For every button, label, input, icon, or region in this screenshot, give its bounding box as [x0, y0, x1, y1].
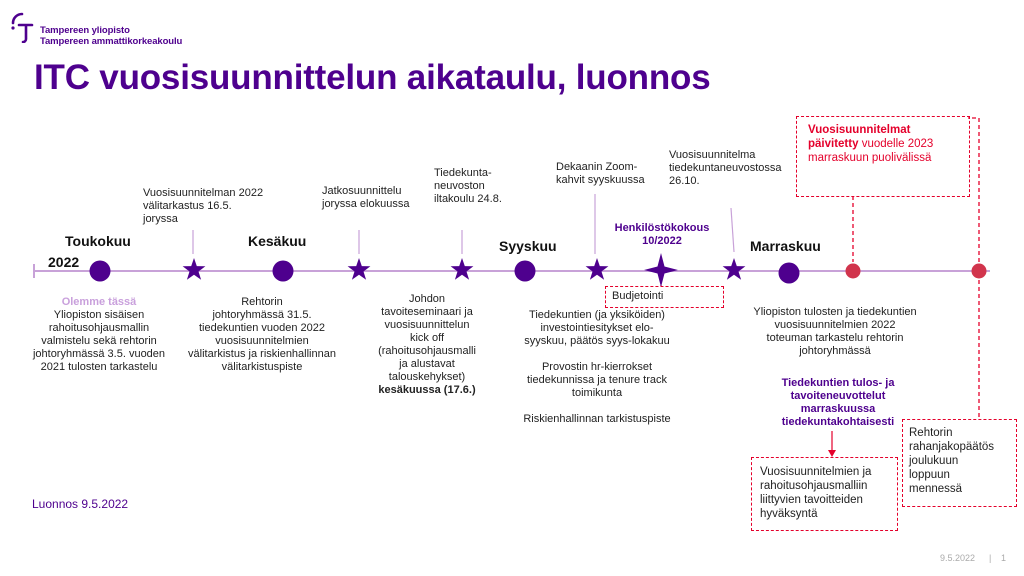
text-dekaani: Dekaanin Zoom- kahvit syyskuussa: [556, 161, 645, 186]
text-budjetointi: Budjetointi: [612, 290, 664, 302]
milestone-circle-marraskuu: [779, 263, 800, 284]
text-tavoiteneuvottelut: Tiedekuntien tulos- ja tavoiteneuvottelut marraskuussa tiedekuntakohtaisesti: [781, 377, 895, 428]
footer-luonnos: Luonnos 9.5.2022: [32, 497, 129, 511]
text-tiedekuntaneuvosto: Tiedekunta- neuvoston iltakoulu 24.8.: [434, 167, 502, 205]
milestone-circle-toukokuu: [90, 261, 111, 282]
logo-line-2: Tampereen ammattikorkeakoulu: [40, 35, 183, 47]
text-toukokuu-block: Olemme tässä Yliopiston sisäisen rahoitusohjausmallin valmistelu sekä rehtorin johtoryhmässä 3.5. vuoden 2021 tulosten tarkastelu: [28, 296, 170, 374]
text-rahanjako: Rehtorin rahanjakopäätös joulukuun loppuun mennessä: [909, 427, 995, 495]
month-label-marraskuu: Marraskuu: [750, 238, 821, 254]
text-johdon-block: Johdon tavoiteseminaari ja vuosisuunnittelun kick off (rahoitusohjausmalli ja alustavat talouskehykset) kesäkuussa (17.6.): [378, 293, 476, 396]
footer-date: 9.5.2022: [940, 553, 976, 563]
text-hyvaksynta: Vuosisuunnitelmien ja rahoitusohjausmalliin liittyvien tavoitteiden hyväksyntä: [760, 466, 872, 520]
text-kesakuu-block: Rehtorin johtoryhmässä 31.5. tiedekuntien vuoden 2022 vuosisuunnitelmien välitarkistus ja riskienhallinnan välitarkistuspiste: [188, 296, 336, 373]
logo-line-1: Tampereen yliopisto: [40, 25, 130, 36]
star-icon-dekaani: [586, 258, 609, 280]
four-point-star-icon-henkilosto: [644, 253, 678, 287]
milestone-circle-red-2: [972, 264, 987, 279]
page-title: ITC vuosisuunnittelun aikataulu, luonnos: [34, 58, 711, 97]
year-label: 2022: [48, 254, 80, 270]
star-icon-jatko: [348, 258, 371, 280]
star-icon-iltakoulu: [451, 258, 474, 280]
footer-separator: |: [989, 553, 992, 563]
text-henkilostokokous: Henkilöstökokous 10/2022: [614, 222, 710, 247]
text-syyskuu-block: Tiedekuntien (ja yksiköiden) investointiesitykset elo- syyskuu, päätös syys-lokakuu Provostin hr-kierrokset tiedekunnissa ja tenure track toimikunta Riskienhallinnan tarkistuspiste: [523, 309, 671, 425]
star-icon-valitarkastus: [183, 258, 206, 280]
pointer-line-neuvosto: [731, 208, 734, 252]
text-paivitetty: Vuosisuunnitelmat päivitetty vuodelle 2023 marraskuun puolivälissä: [808, 124, 934, 164]
footer-page-number: 1: [1001, 553, 1007, 563]
milestone-circle-syyskuu: [515, 261, 536, 282]
month-label-kesakuu: Kesäkuu: [248, 233, 307, 249]
month-label-syyskuu: Syyskuu: [499, 238, 557, 254]
text-marraskuu-block: Yliopiston tulosten ja tiedekuntien vuosisuunnitelmien 2022 toteuman tarkastelu rehtorin johtoryhmässä: [753, 306, 917, 357]
month-label-toukokuu: Toukokuu: [65, 233, 131, 249]
milestone-circle-kesakuu: [273, 261, 294, 282]
text-jatkosuunnittelu: Jatkosuunnittelu joryssa elokuussa: [322, 185, 410, 210]
red-arrow-head: [828, 450, 836, 457]
milestone-circle-red-1: [846, 264, 861, 279]
text-valitarkastus: Vuosisuunnitelman 2022 välitarkastus 16.5. joryssa: [143, 187, 264, 225]
text-tdk-neuvostossa: Vuosisuunnitelma tiedekuntaneuvostossa 26.10.: [669, 149, 782, 187]
olemme-tassa-label: Olemme tässä: [61, 296, 137, 308]
star-icon-neuvosto: [723, 258, 746, 280]
